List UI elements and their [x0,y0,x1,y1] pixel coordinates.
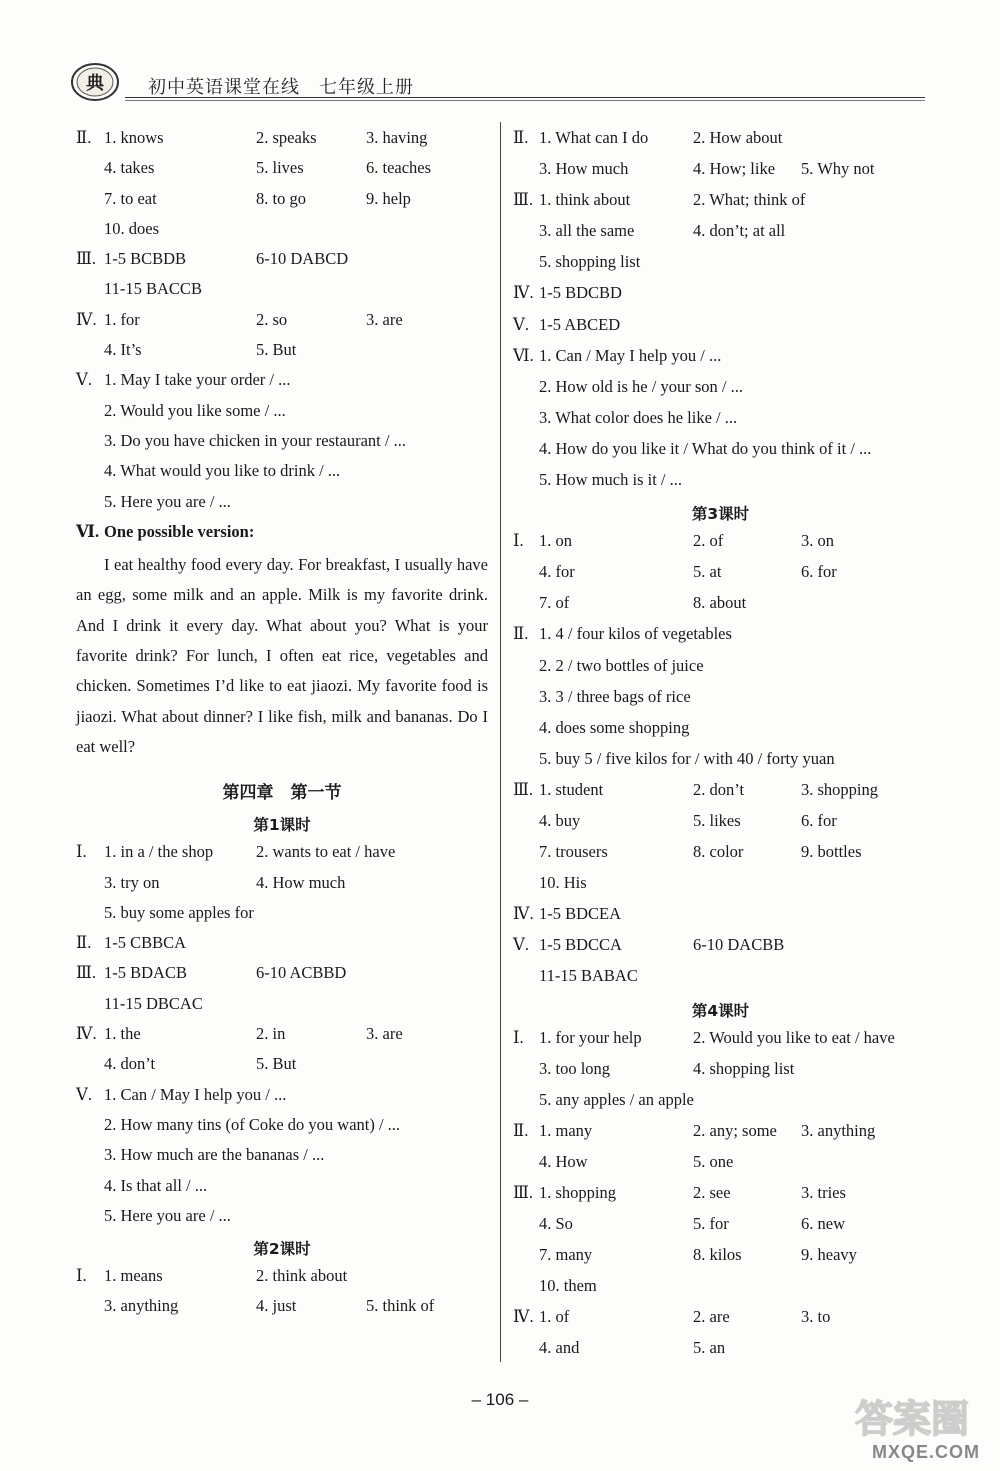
answer-row [513,654,928,685]
answer-row [513,468,928,499]
answer-item: 1. on [539,531,572,551]
answer-item: 1-5 ABCED [539,314,621,334]
book-logo-icon [70,62,120,102]
answer-row [513,902,928,933]
answer-item: 1-5 CBBCA [104,933,187,953]
answer-item: 5. How much is it / ... [539,470,682,490]
answer-item: 1-5 BCBDB [104,249,187,269]
answer-item: 3. having [366,128,428,147]
answer-row [76,1204,488,1234]
answer-row [76,931,488,961]
answer-item: 1. knows [104,128,164,147]
answer-item: 3. to [801,1307,831,1327]
answer-row [76,308,488,338]
answer-item: 4. How; like [693,159,776,179]
section-number: Ⅲ. [76,249,97,269]
answer-row [76,429,488,459]
answer-item: 4. don’t [104,1054,156,1074]
answer-item: 3. all the same [539,221,635,241]
answer-item: 10. them [539,1276,597,1296]
section-2 [76,126,488,247]
answer-item: 2. Would you like to eat / have [693,1027,895,1047]
answer-item: 3. How much are the bananas / ... [104,1145,325,1165]
answer-item: 3. try on [104,872,160,892]
section-number: Ⅱ. [513,128,529,147]
answer-item: 5. at [693,562,722,582]
answer-item: 5. one [693,1151,734,1171]
answer-item: 5. likes [693,810,741,830]
answer-row [513,1057,928,1088]
section-number: Ⅰ. [76,842,87,862]
answer-row [76,247,488,277]
answer-row [76,338,488,368]
answer-row [513,344,928,375]
answer-item: 2. so [256,309,288,329]
answer-row [76,277,488,307]
answer-item: 2. How old is he / your son / ... [539,376,743,396]
answer-item: 2. think about [256,1266,348,1286]
answer-item: 6. new [801,1214,845,1234]
answer-item: 5. shopping list [539,252,641,272]
answer-row [513,1088,928,1119]
answer-item: 2. What; think of [693,190,806,210]
answer-row [76,871,488,901]
answer-row [76,126,488,156]
answer-item: 1. for [104,309,140,329]
section-number: Ⅲ. [513,779,534,799]
answer-item: 1-5 BDCEA [539,904,622,924]
answer-item: 6-10 DABCD [256,249,349,269]
answer-item: 2. in [256,1024,286,1044]
answer-item: 5. Here you are / ... [104,1205,231,1225]
answer-row [513,685,928,716]
answer-row [513,1150,928,1181]
answer-item: 4. buy [539,810,581,830]
answer-item: 5. an [693,1338,726,1358]
section-number: Ⅵ. [76,521,100,541]
answer-item: 2. 2 / two bottles of juice [539,655,704,675]
answer-item: 6-10 DACBB [693,935,785,955]
chapter-title: 第四章 第一节 [222,783,342,804]
answer-row [513,1181,928,1212]
answer-row [513,716,928,747]
answer-item: 2. see [693,1183,731,1202]
answer-item: 1. think about [539,190,631,210]
answer-row [76,961,488,991]
column-divider [500,122,501,1362]
answer-item: 2. any; some [693,1120,777,1140]
answer-item: 3. Do you have chicken in your restaurant / ... [104,430,406,450]
answer-item: 1. many [539,1120,593,1140]
section-number: Ⅵ. [513,345,534,365]
answer-item: 4. takes [104,158,155,178]
answer-item: 10. His [539,873,587,893]
answer-item: 11-15 BABAC [539,966,638,986]
section-2 [513,126,928,188]
answer-item: 3. are [366,1024,403,1044]
section-number: Ⅳ. [513,283,534,303]
answer-item: 4. So [539,1214,573,1234]
section-number: Ⅴ. [513,935,530,955]
answer-item: 1. the [104,1024,141,1044]
answer-item: 5. lives [256,158,304,178]
answer-row [76,459,488,489]
answer-item: 1-5 BDCCA [539,935,622,955]
answer-item: 3. tries [801,1183,846,1202]
section-3 [76,247,488,308]
answer-row [513,933,928,964]
answer-item: 4. Is that all / ... [104,1175,208,1195]
section-3 [513,188,928,281]
answer-row [513,622,928,653]
section-number: Ⅳ. [513,904,534,924]
answer-item: 1. 4 / four kilos of vegetables [539,624,732,644]
answer-item: 1. of [539,1307,570,1327]
answer-item: 6-10 ACBBD [256,963,347,983]
answer-row [513,1243,928,1274]
answer-item: 11-15 DBCAC [104,993,203,1013]
answer-item: 3. too long [539,1058,611,1078]
answer-item: 1. means [104,1266,163,1286]
section-number: Ⅴ. [76,370,93,390]
answer-row [513,778,928,809]
answer-item: 4. shopping list [693,1058,795,1078]
answer-row [513,840,928,871]
answer-row [76,368,488,398]
answer-item: 2. of [693,531,724,551]
answer-item: 4. How [539,1151,588,1171]
answer-row [513,219,928,250]
answer-row [513,591,928,622]
answer-item: 8. kilos [693,1245,742,1265]
header-rule [125,97,925,98]
answer-row [513,1336,928,1367]
section-number: Ⅳ. [513,1307,534,1327]
answer-item: 8. about [693,593,747,613]
answer-row [513,375,928,406]
answer-row [513,1119,928,1150]
answer-row [76,1264,488,1294]
section-number: Ⅰ. [513,1027,524,1047]
answer-item: 1. in a / the shop [104,842,214,862]
answer-item: 7. many [539,1245,593,1265]
lesson-1-title: 第1课时 [253,816,311,835]
answer-item: 5. Here you are / ... [104,491,231,511]
answer-row [76,187,488,217]
answer-item: 8. to go [256,188,306,208]
answer-row [513,188,928,219]
lesson-2-title: 第2课时 [253,1240,311,1259]
lesson-3-title: 第3课时 [691,505,750,524]
answer-item: 4. How do you like it / What do you think of it / ... [539,438,872,458]
answer-item: 2. Would you like some / ... [104,400,286,420]
answer-item: 10. does [104,218,159,238]
answer-item: 5. buy some apples for [104,902,254,922]
answer-item: 4. just [256,1296,297,1316]
answer-row [76,1022,488,1052]
answer-item: 9. help [366,188,411,208]
answer-item: One possible version: [104,521,255,541]
answer-row [513,871,928,902]
answer-row [513,747,928,778]
answer-row [513,250,928,281]
answer-item: 11-15 BACCB [104,279,202,299]
lesson-2-answers [76,1264,488,1325]
answer-item: 2. are [693,1307,730,1327]
page-header [70,62,925,102]
answer-item: 4. It’s [104,340,142,360]
section-number: Ⅰ. [513,531,524,551]
answer-item: 5. buy 5 / five kilos for / with 40 / forty yuan [539,748,835,768]
answer-item: 2. don’t [693,779,745,799]
lesson-3-answers [513,529,928,995]
answer-row [513,1305,928,1336]
section-6-writing [76,520,488,762]
answer-item: 1. Can / May I help you / ... [104,1084,287,1104]
answer-item: 4. does some shopping [539,717,690,737]
answer-row [76,992,488,1022]
answer-item: 1. student [539,779,604,799]
header-rule-thin [125,100,925,101]
section-5 [513,313,928,344]
page-number: – 106 – [471,1390,529,1409]
answer-row [76,1174,488,1204]
answer-item: 4. What would you like to drink / ... [104,461,341,481]
answer-row [76,520,488,550]
section-4 [76,308,488,369]
answer-item: 7. of [539,593,570,613]
answer-row [513,1274,928,1305]
answer-item: 2. speaks [256,128,317,147]
sample-essay: I eat healthy food every day. For breakfast, I usually have an egg, some milk and an apple. Milk is my favorite drink. And I drink it every day. What about you? What is your favorite drink? For lunch, I often eat rice, vegetables and chicken. Sometimes I’d like to eat jiaozi. My favorite food is jiaozi. What about dinner? I like fish, milk and bananas. Do I eat well? [76,555,488,756]
answer-row [513,1212,928,1243]
section-number: Ⅱ. [76,933,92,953]
answer-item: 5. Why not [801,159,875,179]
answer-item: 1. May I take your order / ... [104,370,291,390]
section-number: Ⅱ. [76,128,92,147]
answer-item: 6. for [801,810,837,830]
answer-row [76,490,488,520]
answer-item: 1. for your help [539,1027,642,1047]
section-number: Ⅰ. [76,1266,87,1286]
section-number: Ⅲ. [513,190,534,210]
answer-item: 3. 3 / three bags of rice [539,686,691,706]
answer-item: 5. But [256,340,297,360]
svg-text:答案圈: 答案圈 [854,1397,970,1441]
lesson-4-answers [513,1026,928,1368]
section-number: Ⅴ. [76,1084,93,1104]
answer-item: 7. trousers [539,842,608,862]
lesson-4-title: 第4课时 [691,1001,750,1020]
answer-item: 8. color [693,842,744,862]
right-column [513,126,928,1368]
answer-row [76,1113,488,1143]
left-column [76,126,488,1325]
section-number: Ⅱ. [513,624,529,644]
answer-item: 5. any apples / an apple [539,1089,694,1109]
answer-item: 3. anything [104,1296,179,1316]
answer-item: 1. Can / May I help you / ... [539,345,722,365]
answer-row [76,399,488,429]
answer-item: 3. anything [801,1120,876,1140]
answer-item: 1. What can I do [539,128,649,147]
svg-text:典: 典 [86,73,104,94]
answer-row [513,406,928,437]
answer-row [513,437,928,468]
answer-row [513,126,928,157]
section-number: Ⅲ. [513,1183,534,1202]
answer-item: 4. How much [256,872,346,892]
section-number: Ⅲ. [76,963,97,983]
answer-item: 9. heavy [801,1245,857,1265]
answer-item: 6. teaches [366,158,432,178]
watermark-text: MXQE.COM [871,1442,980,1462]
answer-item: 4. and [539,1338,580,1358]
section-number: Ⅴ. [513,314,530,334]
answer-row [76,1052,488,1082]
answer-item: 1-5 BDCBD [539,283,622,303]
section-number: Ⅱ. [513,1120,529,1140]
answer-row [76,1294,488,1324]
answer-item: 3. are [366,309,403,329]
section-5 [76,368,488,519]
answer-item: 1-5 BDACB [104,963,187,983]
section-4 [513,281,928,312]
answer-item: 2. How about [693,128,783,147]
answer-row [513,964,928,995]
answer-row [513,157,928,188]
section-number: Ⅳ. [76,309,97,329]
lesson-1-answers [76,840,488,1234]
answer-item: 3. shopping [801,779,879,799]
answer-row [76,1083,488,1113]
answer-row [513,560,928,591]
answer-item: 9. bottles [801,842,862,862]
book-title: 初中英语课堂在线 七年级上册 [148,77,414,98]
answer-item: 3. How much [539,159,629,179]
answer-row [513,1026,928,1057]
answer-item: 5. But [256,1054,297,1074]
answer-row [76,217,488,247]
answer-item: 3. What color does he like / ... [539,407,738,427]
answer-item: 1. shopping [539,1183,617,1202]
answer-item: 7. to eat [104,188,157,208]
answer-item: 4. for [539,562,575,582]
answer-item: 5. for [693,1214,729,1234]
answer-item: 6. for [801,562,837,582]
answer-row [76,901,488,931]
answer-row [513,809,928,840]
answer-row [76,156,488,186]
answer-row [513,529,928,560]
answer-item: 3. on [801,531,834,551]
answer-item: 4. don’t; at all [693,221,786,241]
answer-row [76,1143,488,1173]
answer-item: 5. think of [366,1296,435,1316]
section-number: Ⅳ. [76,1024,97,1044]
section-6 [513,344,928,499]
answer-item: 2. How many tins (of Coke do you want) / ... [104,1114,401,1134]
answer-item: 2. wants to eat / have [256,842,396,862]
answer-row [76,840,488,870]
